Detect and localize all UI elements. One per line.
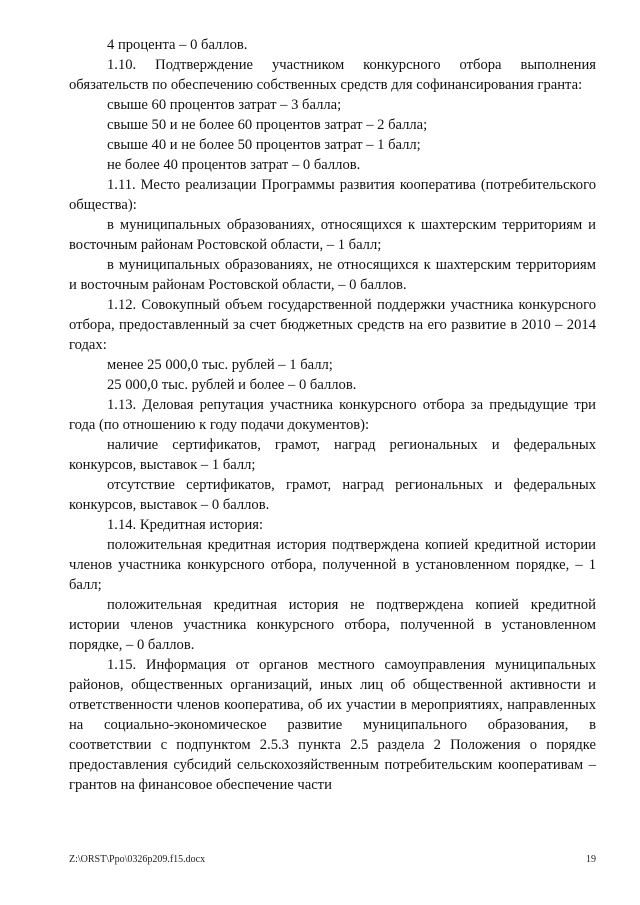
paragraph: 4 процента – 0 баллов. xyxy=(107,37,248,53)
paragraph: положительная кредитная история не подтверждена копией кредитной истории членов участника конкурсного отбора, полученной в установленном порядке, – 0 баллов. xyxy=(69,597,596,653)
paragraph: 1.10. Подтверждение участником конкурсного отбора выполнения обязательств по обеспечению собственных средств для софинансирования гранта: xyxy=(69,57,596,93)
paragraph: в муниципальных образованиях, относящихся к шахтерским территориям и восточным районам Ростовской области, – 1 балл; xyxy=(69,217,596,253)
paragraph: свыше 50 и не более 60 процентов затрат – 2 балла; xyxy=(107,117,428,133)
footer-file-path: Z:\ORST\Ppo\0326p209.f15.docx xyxy=(69,854,206,865)
page-number: 19 xyxy=(586,854,596,865)
paragraph: свыше 60 процентов затрат – 3 балла; xyxy=(107,97,342,113)
paragraph: менее 25 000,0 тыс. рублей – 1 балл; xyxy=(107,357,333,373)
paragraph: 1.14. Кредитная история: xyxy=(107,517,264,533)
paragraph: свыше 40 и не более 50 процентов затрат – 1 балл; xyxy=(107,137,421,153)
document-body xyxy=(69,35,596,795)
paragraph: положительная кредитная история подтверждена копией кредитной истории членов участника конкурсного отбора, полученной в установленном порядке, – 1 балл; xyxy=(69,537,596,593)
paragraph: не более 40 процентов затрат – 0 баллов. xyxy=(107,157,361,173)
paragraph: в муниципальных образованиях, не относящихся к шахтерским территориям и восточным районам Ростовской области, – 0 баллов. xyxy=(69,257,596,293)
paragraph: отсутствие сертификатов, грамот, наград региональных и федеральных конкурсов, выставок – 0 баллов. xyxy=(69,477,596,513)
paragraph: 1.11. Место реализации Программы развития кооператива (потребительского общества): xyxy=(69,177,596,213)
paragraph: 1.12. Совокупный объем государственной поддержки участника конкурсного отбора, предоставленный за счет бюджетных средств на его развитие в 2010 – 2014 годах: xyxy=(69,297,596,353)
paragraph: 1.15. Информация от органов местного самоуправления муниципальных районов, общественных организаций, иных лиц об общественной активности и ответственности членов кооператива, об их участии в мероприятиях, направленных на социально-экономическое развитие муниципального образования, в соответствии с подпунктом 2.5.3 пункта 2.5 раздела 2 Положения о порядке предоставления субсидий сельскохозяйственным потребительским кооперативам – грантов на финансовое обеспечение части xyxy=(69,657,596,793)
paragraph: 25 000,0 тыс. рублей и более – 0 баллов. xyxy=(107,377,357,393)
paragraph: наличие сертификатов, грамот, наград региональных и федеральных конкурсов, выставок – 1 балл; xyxy=(69,437,596,473)
paragraph: 1.13. Деловая репутация участника конкурсного отбора за предыдущие три года (по отношению к году подачи документов): xyxy=(69,397,596,433)
